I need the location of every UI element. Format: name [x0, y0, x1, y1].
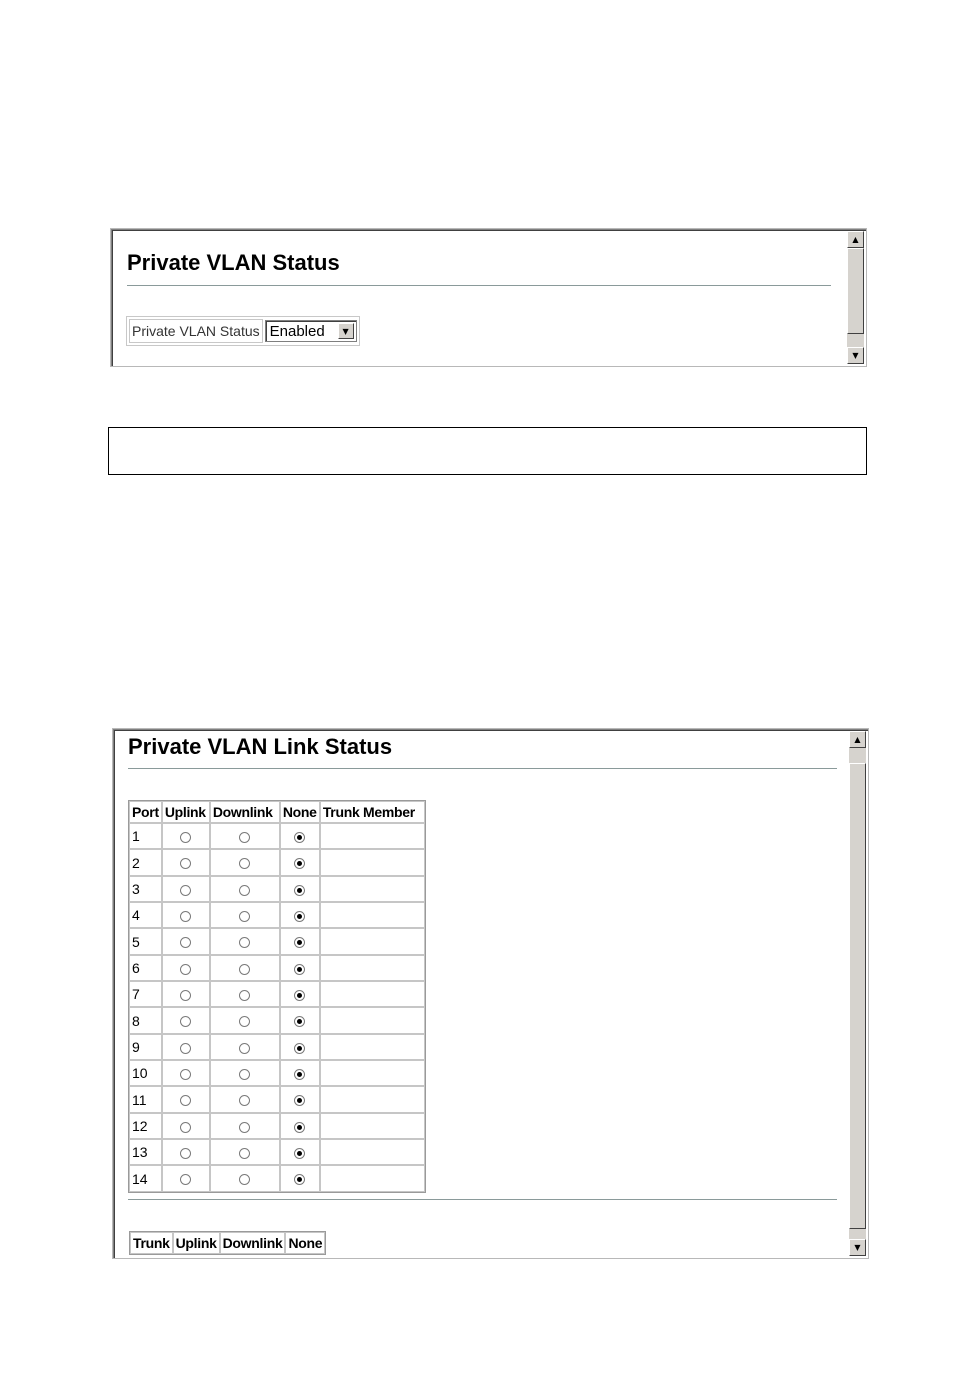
link-status-title: Private VLAN Link Status: [128, 734, 393, 759]
radio-cell-downlink: [210, 1139, 280, 1165]
radio-cell-downlink: [210, 1086, 280, 1112]
status-select-value: Enabled: [269, 322, 325, 340]
trunk-column-header: Trunk: [130, 1232, 173, 1254]
vertical-scrollbar[interactable]: [849, 731, 866, 1256]
trunk-member-cell: [320, 1060, 425, 1086]
downlink-radio[interactable]: [239, 1148, 250, 1159]
none-radio[interactable]: [294, 1043, 305, 1054]
radio-cell-none: [280, 823, 320, 849]
private-vlan-status-panel: [110, 228, 867, 367]
radio-cell-uplink: [162, 928, 210, 954]
trunk-column-header: Downlink: [220, 1232, 286, 1254]
empty-frame: [108, 427, 867, 475]
trunk-member-cell: [320, 928, 425, 954]
radio-cell-none: [280, 1086, 320, 1112]
radio-cell-uplink: [162, 849, 210, 875]
column-header: Port: [129, 801, 162, 823]
radio-cell-downlink: [210, 1060, 280, 1086]
section-divider: [128, 1199, 837, 1200]
downlink-radio[interactable]: [239, 858, 250, 869]
none-radio[interactable]: [294, 990, 305, 1001]
radio-cell-none: [280, 1113, 320, 1139]
column-header: Uplink: [162, 801, 210, 823]
scroll-down-button[interactable]: ▼: [847, 347, 864, 364]
radio-cell-uplink: [162, 955, 210, 981]
table-row: [129, 1113, 425, 1139]
radio-cell-uplink: [162, 1034, 210, 1060]
table-row: [129, 981, 425, 1007]
uplink-radio[interactable]: [180, 1174, 191, 1185]
radio-cell-none: [280, 1007, 320, 1033]
port-number: 11: [129, 1086, 162, 1112]
port-number: 10: [129, 1060, 162, 1086]
title-divider: [128, 768, 837, 769]
none-radio[interactable]: [294, 1174, 305, 1185]
radio-cell-uplink: [162, 902, 210, 928]
status-form-row: [126, 316, 360, 346]
none-radio[interactable]: [294, 964, 305, 975]
uplink-radio[interactable]: [180, 858, 191, 869]
none-radio[interactable]: [294, 1122, 305, 1133]
radio-cell-downlink: [210, 1113, 280, 1139]
radio-cell-downlink: [210, 876, 280, 902]
port-number: 4: [129, 902, 162, 928]
table-row: [129, 1007, 425, 1033]
none-radio[interactable]: [294, 858, 305, 869]
downlink-radio[interactable]: [239, 964, 250, 975]
port-number: 3: [129, 876, 162, 902]
title-divider: [127, 285, 831, 286]
port-number: 13: [129, 1139, 162, 1165]
radio-cell-downlink: [210, 928, 280, 954]
radio-cell-downlink: [210, 1034, 280, 1060]
radio-cell-downlink: [210, 981, 280, 1007]
port-number: 2: [129, 849, 162, 875]
radio-cell-uplink: [162, 981, 210, 1007]
uplink-radio[interactable]: [180, 832, 191, 843]
radio-cell-none: [280, 1060, 320, 1086]
none-radio[interactable]: [294, 911, 305, 922]
none-radio[interactable]: [294, 832, 305, 843]
trunk-member-cell: [320, 1034, 425, 1060]
downlink-radio[interactable]: [239, 885, 250, 896]
uplink-radio[interactable]: [180, 911, 191, 922]
port-table: [128, 800, 426, 1193]
table-row: [129, 928, 425, 954]
radio-cell-none: [280, 981, 320, 1007]
trunk-header-row: [130, 1232, 325, 1254]
radio-cell-uplink: [162, 1007, 210, 1033]
port-number: 5: [129, 928, 162, 954]
table-row: [129, 1139, 425, 1165]
port-number: 6: [129, 955, 162, 981]
none-radio[interactable]: [294, 1069, 305, 1080]
trunk-member-cell: [320, 902, 425, 928]
scroll-thumb[interactable]: [847, 248, 864, 334]
table-row: [129, 1060, 425, 1086]
radio-cell-downlink: [210, 849, 280, 875]
uplink-radio[interactable]: [180, 1016, 191, 1027]
trunk-member-cell: [320, 955, 425, 981]
table-row: [129, 902, 425, 928]
uplink-radio[interactable]: [180, 1069, 191, 1080]
uplink-radio[interactable]: [180, 1148, 191, 1159]
vertical-scrollbar[interactable]: [847, 231, 864, 364]
scroll-thumb[interactable]: [849, 763, 866, 1229]
port-number: 8: [129, 1007, 162, 1033]
status-select[interactable]: [265, 320, 357, 342]
radio-cell-uplink: [162, 1139, 210, 1165]
radio-cell-downlink: [210, 902, 280, 928]
private-vlan-link-status-panel: [112, 728, 869, 1259]
none-radio[interactable]: [294, 885, 305, 896]
trunk-column-header: Uplink: [173, 1232, 220, 1254]
port-number: 9: [129, 1034, 162, 1060]
trunk-member-cell: [320, 981, 425, 1007]
table-header-row: [129, 801, 425, 823]
none-radio[interactable]: [294, 1016, 305, 1027]
trunk-member-cell: [320, 1007, 425, 1033]
port-number: 14: [129, 1165, 162, 1191]
radio-cell-downlink: [210, 955, 280, 981]
column-header: None: [280, 801, 320, 823]
page-title: Private VLAN Status: [127, 250, 340, 275]
trunk-member-cell: [320, 849, 425, 875]
none-radio[interactable]: [294, 1148, 305, 1159]
downlink-radio[interactable]: [239, 990, 250, 1001]
none-radio[interactable]: [294, 937, 305, 948]
trunk-member-cell: [320, 1086, 425, 1112]
uplink-radio[interactable]: [180, 885, 191, 896]
table-row: [129, 849, 425, 875]
radio-cell-none: [280, 1034, 320, 1060]
table-row: [129, 955, 425, 981]
table-row: [129, 1034, 425, 1060]
radio-cell-none: [280, 1165, 320, 1191]
radio-cell-none: [280, 849, 320, 875]
radio-cell-none: [280, 1139, 320, 1165]
none-radio[interactable]: [294, 1095, 305, 1106]
scroll-down-button[interactable]: ▼: [849, 1239, 866, 1256]
table-row: [129, 823, 425, 849]
radio-cell-none: [280, 955, 320, 981]
downlink-radio[interactable]: [239, 1016, 250, 1027]
uplink-radio[interactable]: [180, 1043, 191, 1054]
uplink-radio[interactable]: [180, 937, 191, 948]
radio-cell-uplink: [162, 1086, 210, 1112]
port-number: 12: [129, 1113, 162, 1139]
radio-cell-downlink: [210, 823, 280, 849]
radio-cell-uplink: [162, 1060, 210, 1086]
trunk-member-cell: [320, 1113, 425, 1139]
radio-cell-none: [280, 876, 320, 902]
radio-cell-uplink: [162, 876, 210, 902]
uplink-radio[interactable]: [180, 1122, 191, 1133]
table-row: [129, 876, 425, 902]
port-number: 1: [129, 823, 162, 849]
trunk-member-cell: [320, 1139, 425, 1165]
trunk-table: [129, 1231, 326, 1255]
radio-cell-uplink: [162, 1113, 210, 1139]
uplink-radio[interactable]: [180, 990, 191, 1001]
chevron-down-icon[interactable]: ▼: [338, 323, 354, 339]
status-label: Private VLAN Status: [129, 319, 263, 343]
scroll-up-button[interactable]: ▲: [849, 731, 866, 748]
table-row: [129, 1165, 425, 1191]
downlink-radio[interactable]: [239, 937, 250, 948]
trunk-member-cell: [320, 1165, 425, 1191]
downlink-radio[interactable]: [239, 832, 250, 843]
radio-cell-uplink: [162, 1165, 210, 1191]
downlink-radio[interactable]: [239, 911, 250, 922]
downlink-radio[interactable]: [239, 1069, 250, 1080]
radio-cell-none: [280, 928, 320, 954]
column-header: Downlink: [210, 801, 280, 823]
table-row: [129, 1086, 425, 1112]
scroll-up-button[interactable]: ▲: [847, 231, 864, 248]
radio-cell-downlink: [210, 1165, 280, 1191]
downlink-radio[interactable]: [239, 1043, 250, 1054]
uplink-radio[interactable]: [180, 1095, 191, 1106]
downlink-radio[interactable]: [239, 1122, 250, 1133]
column-header: Trunk Member: [320, 801, 425, 823]
port-number: 7: [129, 981, 162, 1007]
radio-cell-downlink: [210, 1007, 280, 1033]
trunk-column-header: None: [285, 1232, 325, 1254]
trunk-member-cell: [320, 823, 425, 849]
trunk-member-cell: [320, 876, 425, 902]
uplink-radio[interactable]: [180, 964, 191, 975]
downlink-radio[interactable]: [239, 1174, 250, 1185]
radio-cell-uplink: [162, 823, 210, 849]
downlink-radio[interactable]: [239, 1095, 250, 1106]
radio-cell-none: [280, 902, 320, 928]
